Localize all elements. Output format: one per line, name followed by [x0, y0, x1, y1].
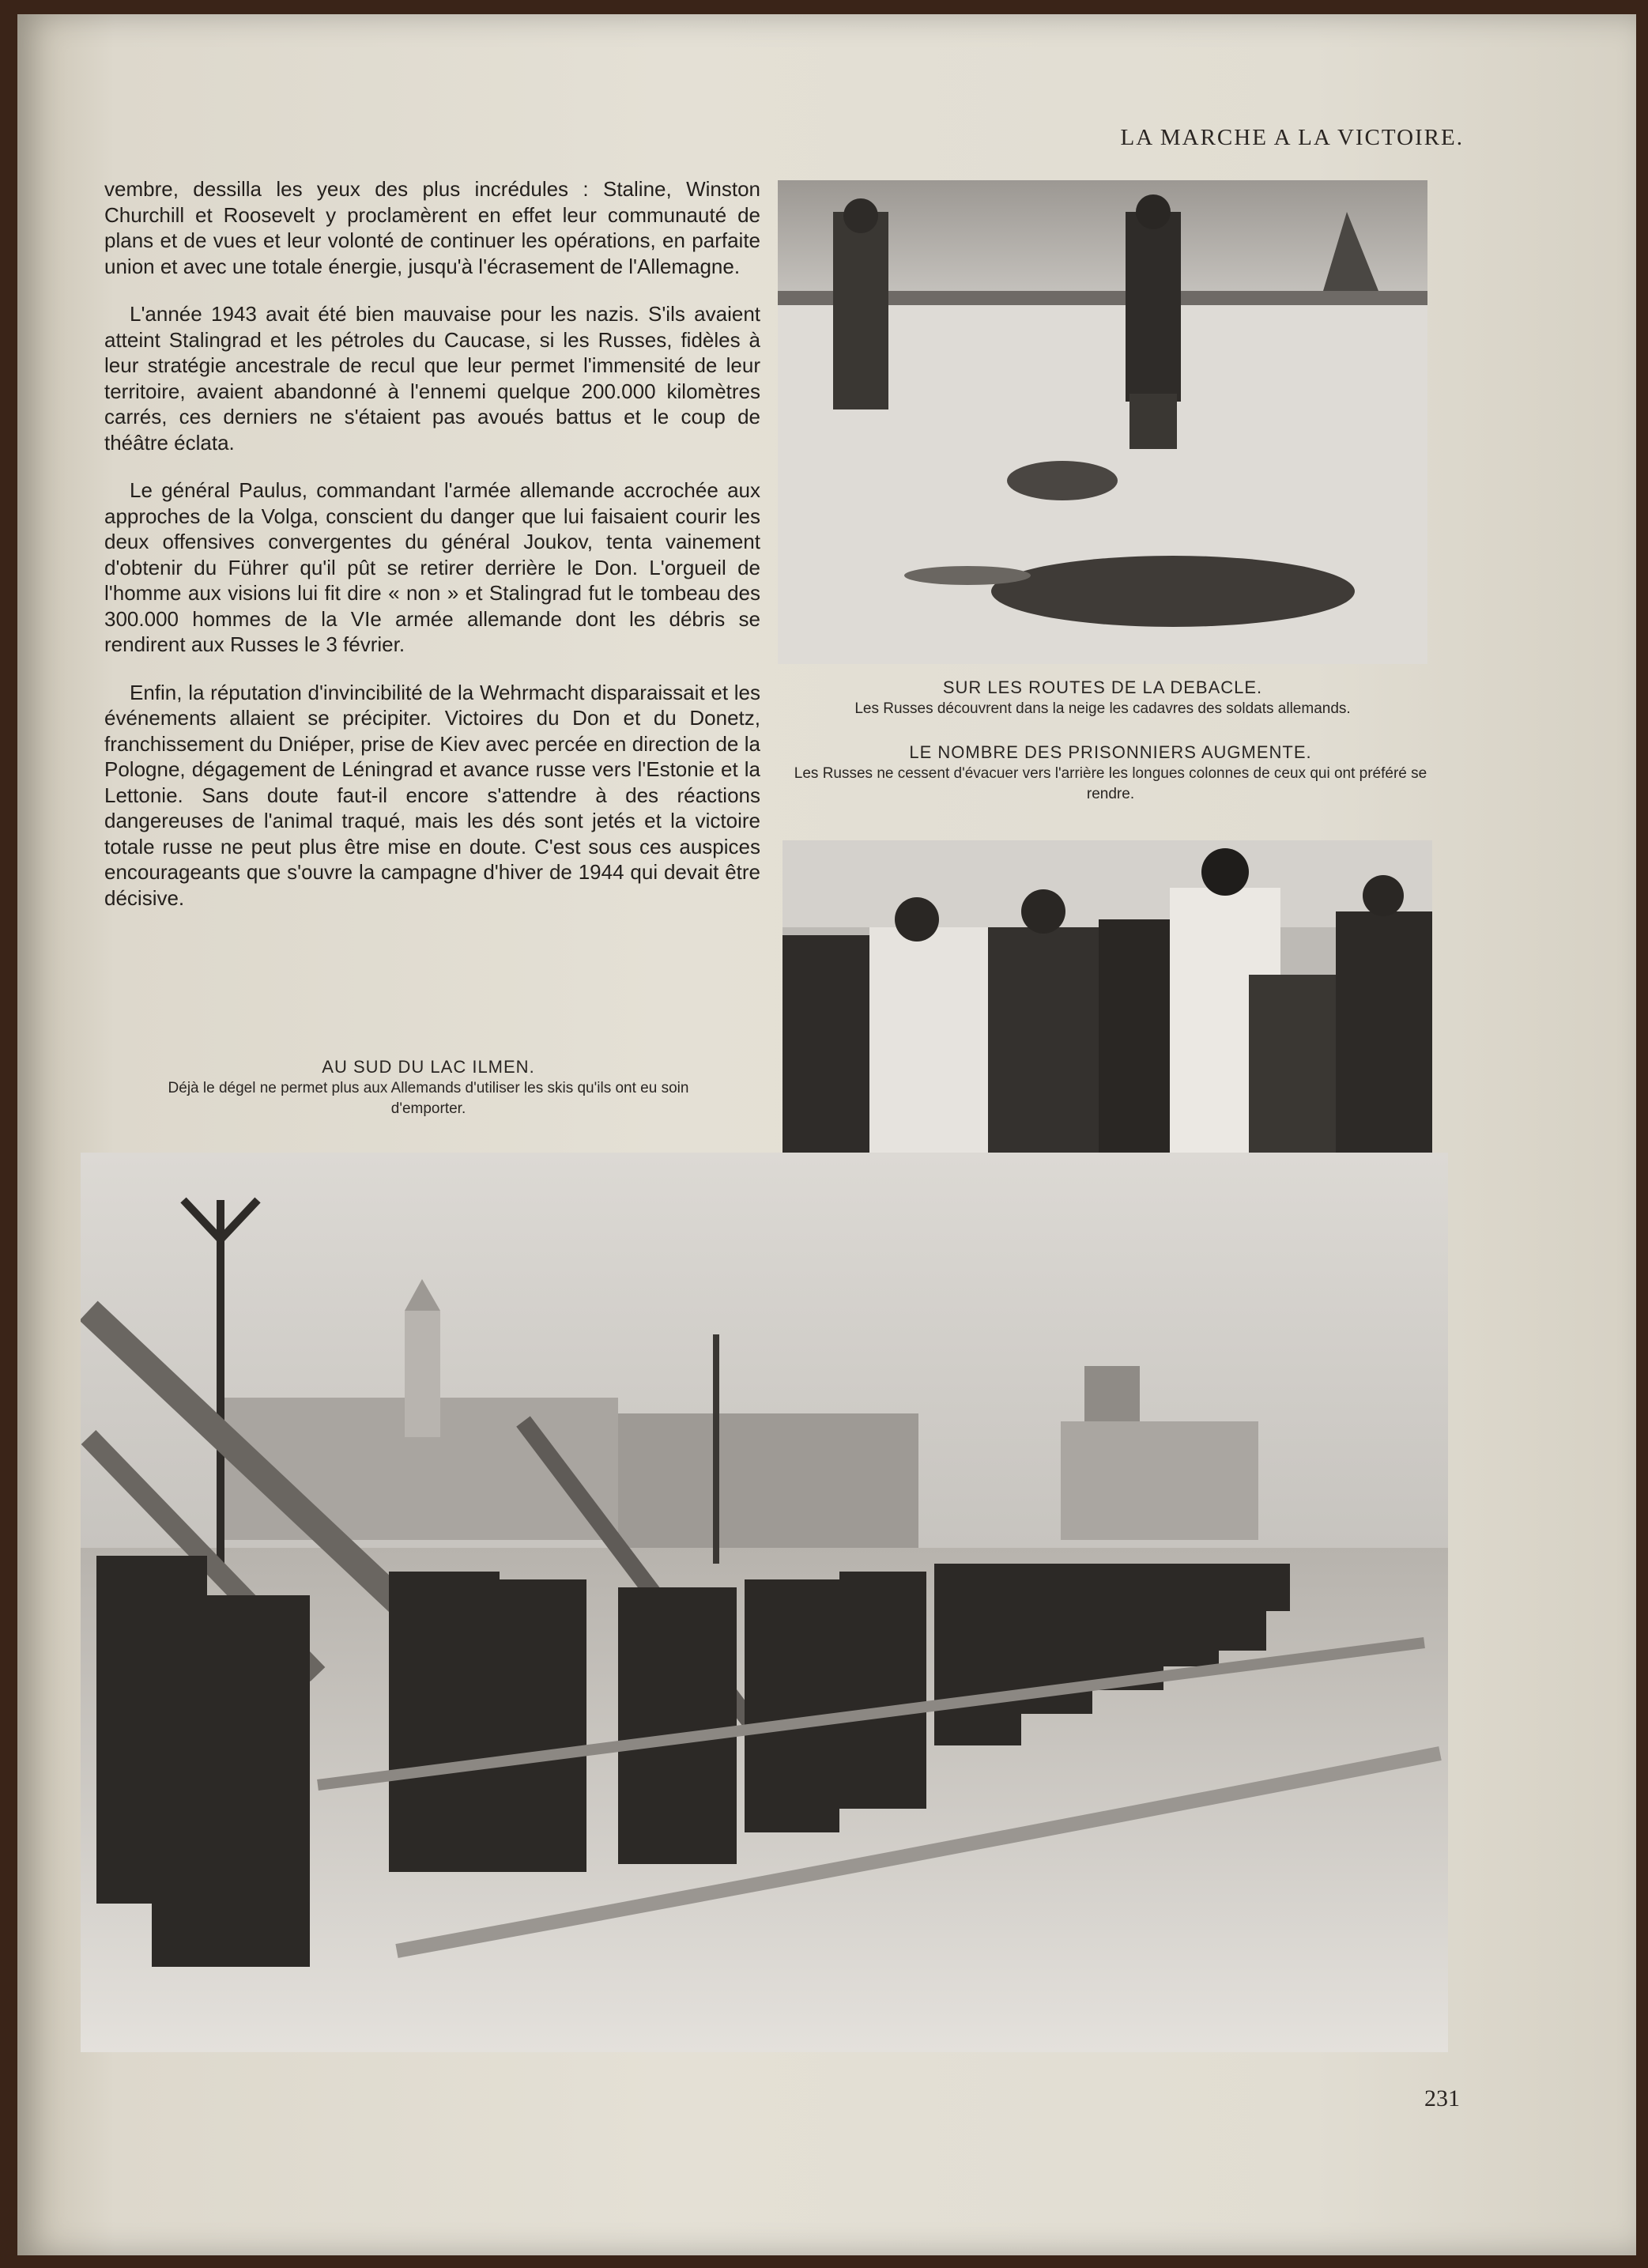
caption-ilmen-title: AU SUD DU LAC ILMEN. — [322, 1057, 535, 1077]
paragraph-2: L'année 1943 avait été bien mauvaise pour les nazis. S'ils avaient atteint Stalingrad et les pétroles du Caucase, si les Russes, fidèles à leur stratégie ancestrale de recul que leur permet l'immensité de leur territoire, avaient abandonné à l'ennemi quelque 200.000 kilomètres carrés, ces derniers ne s'étaient pas avoués battus et le coup de théâtre éclata. — [104, 302, 760, 455]
paragraph-1: vembre, dessilla les yeux des plus incrédules : Staline, Winston Churchill et Roosevelt y proclamèrent en effet leur communauté de plans et de vues et leur volonté de continuer les opérations, en parfaite union et avec une totale énergie, jusqu'à l'écrasement de l'Allemagne. — [104, 177, 760, 278]
paragraph-3: Le général Paulus, commandant l'armée allemande accrochée aux approches de la Volga, conscient du danger que lui faisaient courir les deux offensives convergentes du général Joukov, tenta vainement d'obtenir du Führer qu'il pût se retirer derrière le Don. L'orgueil de l'homme aux visions lui fit dire « non » et Stalingrad fut le tombeau des 300.000 hommes de la VIe armée allemande dont les débris se rendirent aux Russes le 3 février. — [104, 478, 760, 656]
caption-prisoners-title: LE NOMBRE DES PRISONNIERS AUGMENTE. — [909, 742, 1312, 762]
caption-ilmen-text: Déjà le dégel ne permet plus aux Allemands d'utiliser les skis qu'ils ont eu soin d'emporter. — [168, 1080, 689, 1117]
caption-debacle-text: Les Russes découvrent dans la neige les cadavres des soldats allemands. — [854, 700, 1351, 717]
paragraph-4: Enfin, la réputation d'invincibilité de la Wehrmacht disparaissait et les événements allaient se précipiter. Victoires du Don et du Donetz, franchissement du Dniéper, prise de Kiev avec percée en direction de la Pologne, dégagement de Léningrad et avance russe vers l'Estonie et la Lettonie. Sans doute faut-il encore s'attendre à des réactions dangereuses de l'animal traqué, mais les dés sont jetés et la victoire totale russe ne peut plus être mise en doute. C'est sous ces auspices encourageants que s'ouvre la campagne d'hiver de 1944 qui devait être décisive. — [104, 680, 760, 910]
caption-prisoners-text: Les Russes ne cessent d'évacuer vers l'arrière les longues colonnes de ceux qui ont préféré se rendre. — [794, 765, 1427, 802]
caption-debacle — [778, 677, 1427, 719]
photo-ilmen-image — [81, 1153, 1448, 2052]
photo-debacle — [778, 180, 1427, 664]
page-number: 231 — [1424, 2085, 1460, 2111]
running-head: LA MARCHE A LA VICTOIRE. — [1120, 125, 1464, 150]
caption-debacle-title: SUR LES ROUTES DE LA DEBACLE. — [942, 677, 1263, 697]
book-page — [17, 14, 1636, 2255]
caption-prisoners — [786, 742, 1435, 805]
photo-debacle-image — [778, 180, 1427, 664]
caption-ilmen — [96, 1056, 760, 1119]
article-body — [104, 176, 760, 933]
photo-ilmen — [81, 1153, 1448, 2052]
